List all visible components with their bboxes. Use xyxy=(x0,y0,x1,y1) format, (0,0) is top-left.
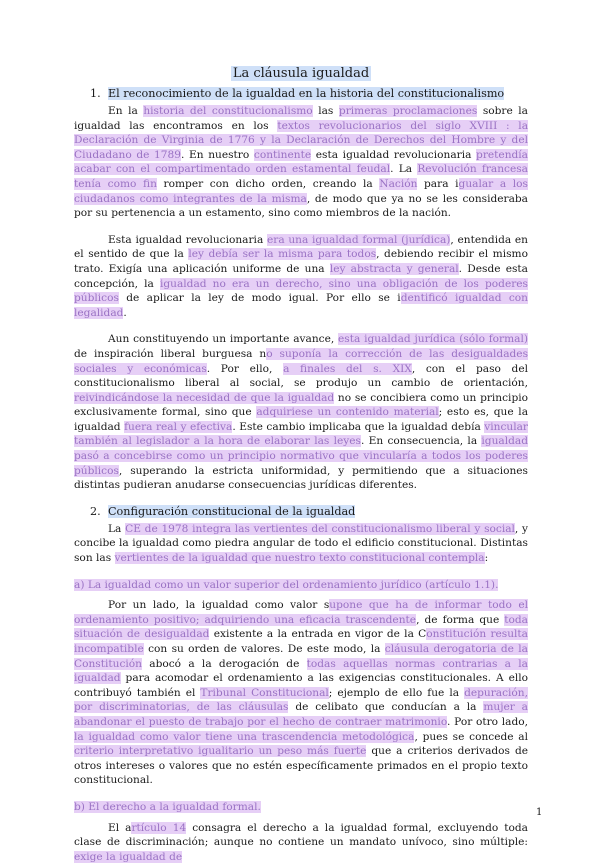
highlighted-text: continente xyxy=(253,148,312,161)
highlighted-text: Revolución francesa tenía como fin xyxy=(74,163,528,190)
text-run: consagra el derecho a la igualdad formal, excluyendo toda clase de discriminación; aunque no contiene un mandato unívoco, sino múltiple: xyxy=(74,821,528,849)
text-run: para i xyxy=(417,177,459,190)
text-run: , y concibe la igualdad como piedra angular de todo el edificio constitucional. Distintas son las xyxy=(74,522,529,565)
text-run: . En consecuencia, la xyxy=(360,435,482,448)
text-run: , debiendo recibir el mismo trato. Exigía una aplicación uniforme de una xyxy=(74,248,528,275)
text-run: Por un lado, la igualdad como valor s xyxy=(108,599,330,612)
text-run: : xyxy=(484,552,489,565)
text-run: ; ejemplo de ello fue la xyxy=(328,686,465,699)
highlighted-text: igualdad pasó a concebirse como un principio normativo que vincularía a todos los poderes públicos xyxy=(74,435,528,477)
highlighted-text: mujer a abandonar el puesto de trabajo por el hecho de contraer matrimonio xyxy=(74,701,529,728)
highlighted-text: vertientes de la igualdad que nuestro texto constitucional contempla xyxy=(114,552,485,565)
paragraph xyxy=(74,104,528,221)
highlighted-text: reivindicándose la necesidad de que la igualdad xyxy=(74,391,335,404)
highlighted-text: cláusula derogatoria de la Constitución xyxy=(74,643,528,670)
paragraph xyxy=(74,233,528,321)
text-run: . xyxy=(123,306,127,319)
highlighted-text: ley abstracta y general xyxy=(329,262,459,275)
text-run: de inspiración liberal burguesa n xyxy=(74,347,267,360)
text-run: . Desde esta concepción, la xyxy=(74,262,528,290)
highlighted-text: CE de 1978 integra las vertientes del constitucionalismo liberal y social xyxy=(125,522,515,535)
highlighted-text: adquiriese un contenido material xyxy=(256,406,439,419)
text-run: romper con dicho orden, creando la xyxy=(156,177,380,190)
highlighted-text: criterio interpretativo igualitario un peso más fuerte xyxy=(74,745,367,758)
highlighted-text: gualar a los ciudadanos como integrantes de la misma xyxy=(74,177,528,205)
highlighted-text: historia del constitucionalismo xyxy=(143,105,313,117)
paragraph xyxy=(74,598,528,788)
text-run: con su orden de valores. De este modo, la xyxy=(143,643,385,655)
text-run: , con el paso del constitucionalismo liberal al social, se produjo un cambio de orientación, xyxy=(74,362,529,390)
highlighted-text: vincular también al legislador a la hora de elaborar las leyes xyxy=(74,420,529,448)
text-run: no se concibiera como un principio exclusivamente formal, sino que xyxy=(74,391,528,419)
highlighted-text: fuera real y efectiva xyxy=(124,420,233,433)
list-item-a: a) La igualdad como un valor superior del ordenamiento jurídico (artículo 1.1). xyxy=(74,578,499,591)
text-run: En la xyxy=(108,105,144,117)
text-run: esta igualdad revolucionaria xyxy=(311,148,477,161)
highlighted-text: esta igualdad jurídica (sólo formal) xyxy=(338,333,528,346)
text-run: . La xyxy=(390,163,418,176)
highlighted-text: la igualdad como valor tiene una trascendencia metodológica xyxy=(74,730,415,743)
document-body xyxy=(74,66,528,866)
highlighted-text: o suponía la corrección de las desigualdades sociales y económicas xyxy=(74,347,529,375)
text-run: . En nuestro xyxy=(181,148,254,161)
page-title: La cláusula igualdad xyxy=(232,66,370,81)
page-number: 1 xyxy=(536,807,543,818)
text-run: existente a la entrada en vigor de la C xyxy=(209,628,427,641)
highlighted-text: ley debía ser la misma para todos xyxy=(188,248,377,261)
text-run: de aplicar la ley de modo igual. Por ello se i xyxy=(118,292,401,305)
text-run: , de forma que xyxy=(416,613,505,626)
text-run: para acomodar el ordenamiento a las exigencias constitucionales. A ello contribuyó también el xyxy=(74,672,528,699)
text-run: sobre la igualdad las encontramos en los xyxy=(74,105,528,132)
highlighted-text: Nación xyxy=(379,177,418,190)
highlighted-text: a finales del s. XIX xyxy=(283,362,412,375)
highlighted-text: primeras proclamaciones xyxy=(338,105,478,117)
highlighted-text: era una igualdad formal (jurídica) xyxy=(266,233,451,246)
highlighted-text: pretendía acabar con el compartimentado orden estamental feudal xyxy=(74,148,528,176)
paragraph xyxy=(74,522,528,566)
text-run: , entendida en el sentido de que la xyxy=(74,233,529,261)
highlighted-text: igualdad no era un derecho, sino una obligación de los poderes públicos xyxy=(74,277,528,305)
text-run: , superando la estricta uniformidad, y permitiendo que a situaciones distintas pudieran anudarse consecuencias jurídicas diferentes. xyxy=(74,464,528,492)
text-run: , pues se concede al xyxy=(414,730,529,743)
text-run: , de modo que ya no se les consideraba por su pertenencia a un estamento, sino como miembros de la nación. xyxy=(74,192,528,220)
list-item-b: b) El derecho a la igualdad formal. xyxy=(74,800,261,813)
highlighted-text: textos revolucionarios del siglo XVIII : la Declaración de Virginia de 1776 y la Declaración de Derechos del Hombre y del Ciudadano de 1789 xyxy=(74,119,529,161)
text-run: . Este cambio implicaba que la igualdad debía xyxy=(232,420,485,433)
highlighted-text: toda situación de desigualdad xyxy=(74,613,528,641)
highlighted-text: rtículo 14 xyxy=(131,821,187,834)
text-run: Aun constituyendo un importante avance, xyxy=(108,333,339,346)
text-run: abocó a la derogación de xyxy=(142,657,307,670)
paragraph xyxy=(74,332,528,493)
text-run: Esta igualdad revolucionaria xyxy=(108,233,267,246)
text-run: las xyxy=(312,105,339,117)
highlighted-text: dentificó igualdad con legalidad xyxy=(74,292,529,319)
highlighted-text: onstitución resulta incompatible xyxy=(74,628,528,655)
highlighted-text: exige la igualdad de xyxy=(74,850,183,863)
highlighted-text: upone que ha de informar todo el ordenamiento positivo; adquiriendo una eficacia trascendente xyxy=(74,599,528,626)
text-run: La xyxy=(108,522,126,535)
text-run: ; esto es, que la igualdad xyxy=(74,406,529,433)
paragraph xyxy=(74,821,528,865)
text-run: . Por otro lado, xyxy=(447,715,529,728)
text-run: . Por ello, xyxy=(206,362,284,375)
text-run: que a criterios derivados de otros intereses o valores que no estén específicamente primados en el propio texto constitucional. xyxy=(74,745,528,787)
section-heading-1: 1. El reconocimiento de la igualdad en la historia del constitucionalismo xyxy=(90,87,505,100)
highlighted-text: todas aquellas normas contrarias a la igualdad xyxy=(74,657,528,685)
section-heading-2: 2. Configuración constitucional de la igualdad xyxy=(90,504,356,518)
text-run: de celibato que conducían a la xyxy=(288,701,484,714)
text-run: El a xyxy=(108,821,132,834)
highlighted-text: Tribunal Constitucional xyxy=(200,686,329,699)
highlighted-text: depuración, por discriminatorias, de las cláusulas xyxy=(74,686,529,714)
